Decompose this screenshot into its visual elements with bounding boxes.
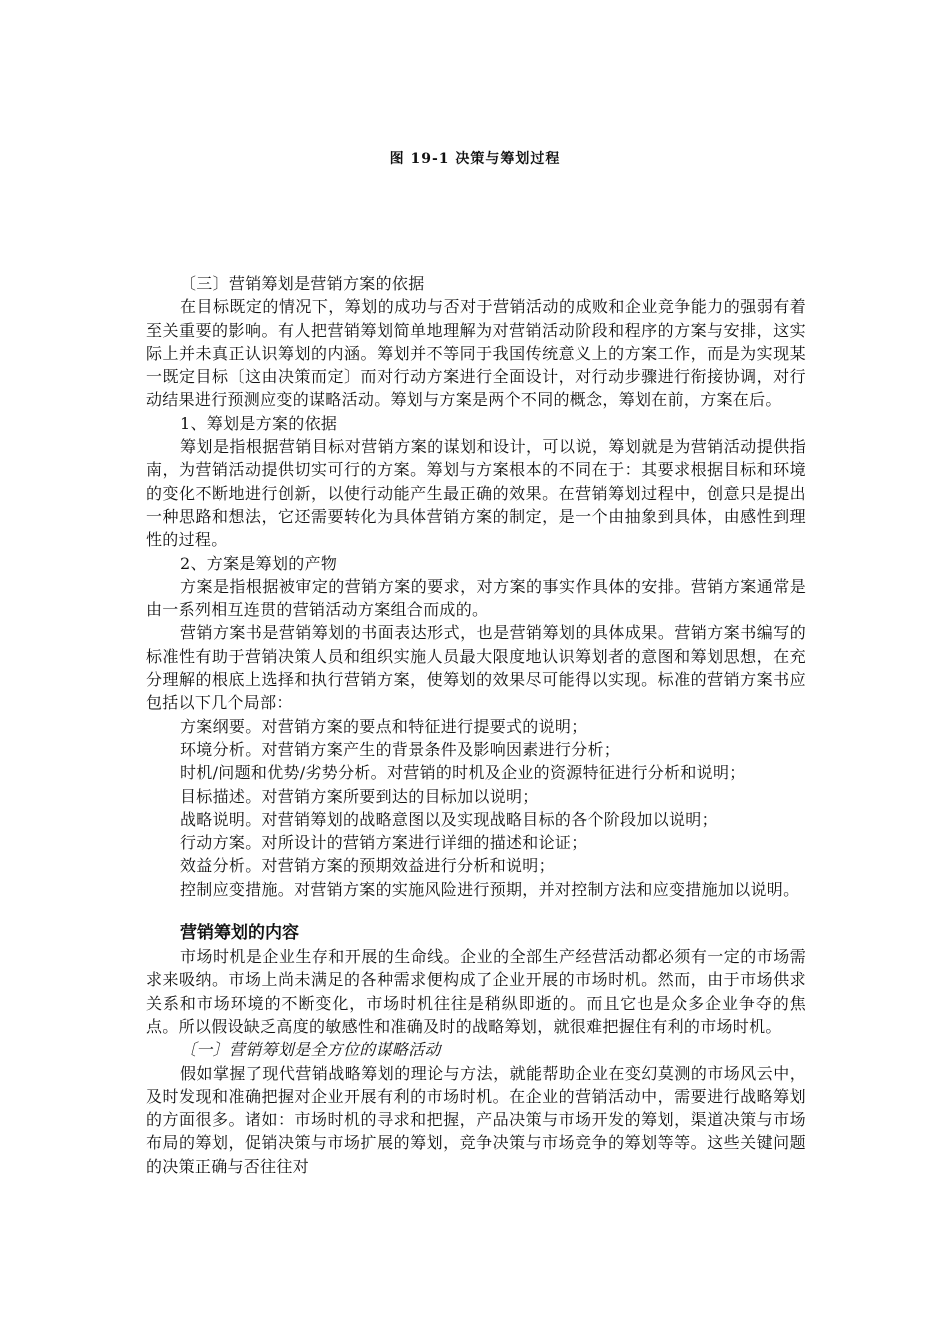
document-body: [146, 272, 806, 1178]
sub1-paragraph: 筹划是指根据营销目标对营销方案的谋划和设计，可以说，筹划就是为营销活动提供指南，为营销活动提供切实可行的方案。筹划与方案根本的不同在于：其要求根据目标和环境的变化不断地进行创新，以使行动能产生最正确的效果。在营销筹划过程中，创意只是提出一种思路和想法，它还需要转化为具体营销方案的制定，是一个由抽象到具体，由感性到理性的过程。: [146, 437, 806, 550]
content-paragraph: 市场时机是企业生存和开展的生命线。企业的全部生产经营活动都必须有一定的市场需求来吸纳。市场上尚未满足的各种需求便构成了企业开展的市场时机。然而，由于市场供求关系和市场环境的不断变化，市场时机往往是稍纵即逝的。而且它也是众多企业争夺的焦点。所以假设缺乏高度的敏感性和准确及时的战略筹划，就很难把握住有利的市场时机。: [146, 947, 806, 1036]
content-heading: 营销筹划的内容: [180, 923, 299, 944]
sub2-heading: 2、方案是筹划的产物: [180, 553, 338, 573]
section3-paragraph: 在目标既定的情况下，筹划的成功与否对于营销活动的成败和企业竞争能力的强弱有着至关重要的影响。有人把营销筹划简单地理解为对营销活动阶段和程序的方案与安排，这实际上并未真正认识筹划的内涵。筹划并不等同于我国传统意义上的方案工作，而是为实现某一既定目标〔这由决策而定〕而对行动方案进行全面设计，对行动步骤进行衔接协调，对行动结果进行预测应变的谋略活动。筹划与方案是两个不同的概念，筹划在前，方案在后。: [146, 297, 806, 410]
list-item-benefit: 效益分析。对营销方案的预期效益进行分析和说明；: [180, 856, 555, 876]
list-item-goals: 目标描述。对营销方案所要到达的目标加以说明；: [180, 786, 539, 806]
list-item-swot: 时机/问题和优势/劣势分析。对营销的时机及企业的资源特征进行分析和说明；: [180, 763, 746, 783]
figure-caption: 图 19-1 决策与筹划过程: [389, 151, 561, 167]
list-item-strategy: 战略说明。对营销筹划的战略意图以及实现战略目标的各个阶段加以说明；: [180, 809, 718, 829]
list-item-control: 控制应变措施。对营销方案的实施风险进行预期，并对控制方法和应变措施加以说明。: [180, 879, 800, 899]
section1-paragraph: 假如掌握了现代营销战略筹划的理论与方法，就能帮助企业在变幻莫测的市场风云中，及时发现和准确把握对企业开展有利的市场时机。在企业的营销活动中，需要进行战略筹划的方面很多。诸如：市场时机的寻求和把握，产品决策与市场开发的筹划，渠道决策与市场布局的筹划，促销决策与市场扩展的筹划，竞争决策与市场竞争的筹划等等。这些关键问题的决策正确与否往往对: [146, 1063, 806, 1176]
section3-heading: 〔三〕营销筹划是营销方案的依据: [180, 274, 425, 293]
list-item-outline: 方案纲要。对营销方案的要点和特征进行提要式的说明；: [180, 716, 588, 736]
section1-heading: 〔一〕营销筹划是全方位的谋略活动: [180, 1040, 441, 1060]
list-item-environment: 环境分析。对营销方案产生的背景条件及影响因素进行分析；: [180, 739, 621, 759]
sub2-paragraph-1: 方案是指根据被审定的营销方案的要求，对方案的事实作具体的安排。营销方案通常是由一系列相互连贯的营销活动方案组合而成的。: [146, 576, 806, 620]
sub1-heading: 1、筹划是方案的依据: [180, 413, 338, 433]
list-item-action-plan: 行动方案。对所设计的营销方案进行详细的描述和论证；: [180, 833, 588, 853]
sub2-paragraph-2: 营销方案书是营销筹划的书面表达形式，也是营销筹划的具体成果。营销方案书编写的标准性有助于营销决策人员和组织实施人员最大限度地认识筹划者的意图和筹划思想，在充分理解的根底上选择和执行营销方案，使筹划的效果尽可能得以实现。标准的营销方案书应包括以下几个局部：: [146, 623, 806, 713]
